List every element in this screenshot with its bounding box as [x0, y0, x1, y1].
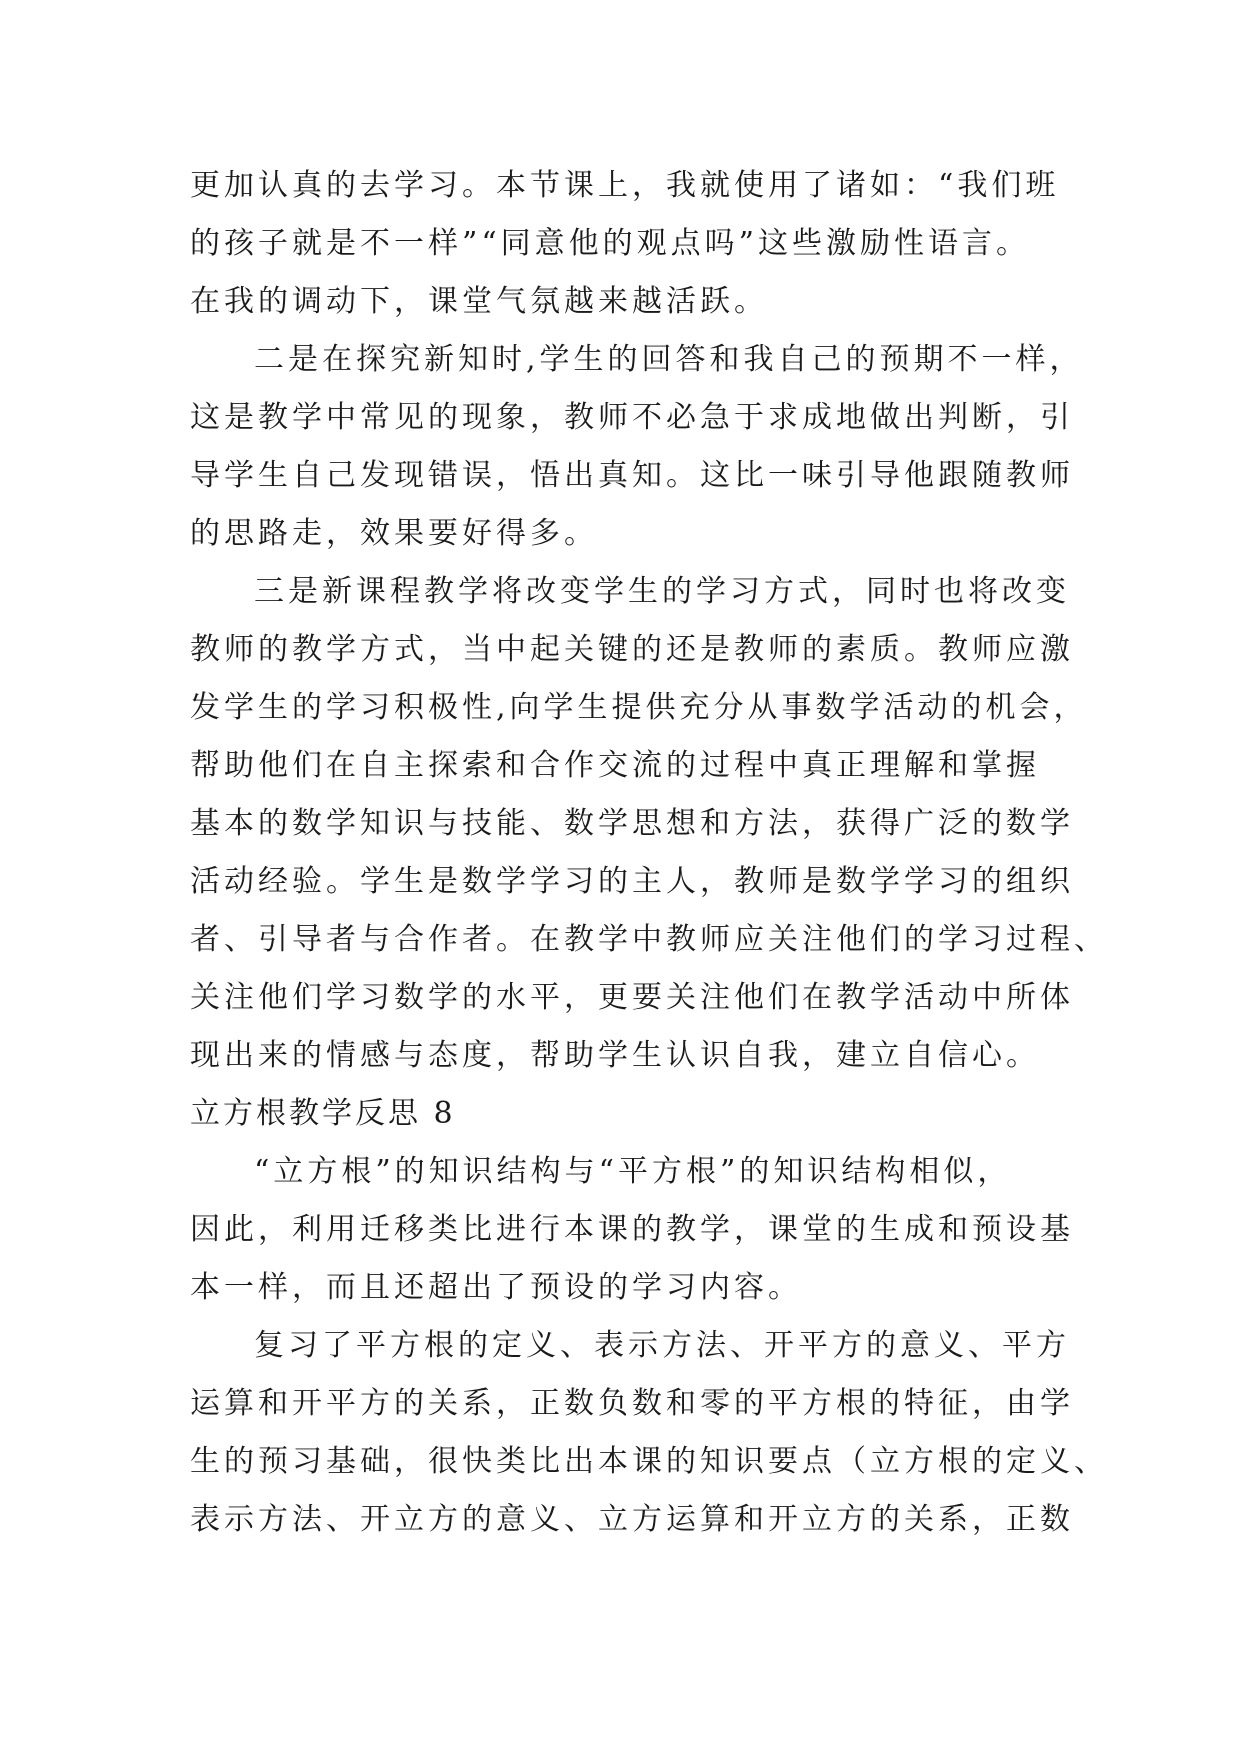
text-line: 在我的调动下，课堂气氛越来越活跃。	[190, 284, 768, 319]
text-line: 生的预习基础，很快类比出本课的知识要点（立方根的定义、	[190, 1444, 1108, 1479]
text-line: 复习了平方根的定义、表示方法、开平方的意义、平方	[254, 1328, 1070, 1363]
text-line: 表示方法、开立方的意义、立方运算和开立方的关系，正数	[190, 1502, 1074, 1537]
text-line: 现出来的情感与态度，帮助学生认识自我，建立自信心。	[190, 1038, 1040, 1073]
text-line: 运算和开平方的关系，正数负数和零的平方根的特征，由学	[190, 1386, 1074, 1421]
text-line: 三是新课程教学将改变学生的学习方式，同时也将改变	[254, 574, 1070, 609]
paragraph-1	[190, 157, 1060, 331]
text-line: 这是教学中常见的现象，教师不必急于求成地做出判断，引	[190, 400, 1074, 435]
text-line: 因此，利用迁移类比进行本课的教学，课堂的生成和预设基	[190, 1212, 1074, 1247]
paragraph-4	[190, 1143, 1074, 1317]
text-line: 者、引导者与合作者。在教学中教师应关注他们的学习过程、	[190, 922, 1108, 957]
paragraph-2	[190, 331, 1084, 563]
text-line: 帮助他们在自主探索和合作交流的过程中真正理解和掌握	[190, 748, 1040, 783]
text-line: 二是在探究新知时,学生的回答和我自己的预期不一样，	[254, 342, 1084, 377]
section-heading: 立方根教学反思 8	[190, 1096, 456, 1131]
text-line: 更加认真的去学习。本节课上，我就使用了诸如：“我们班	[190, 168, 1060, 203]
text-line: 关注他们学习数学的水平，更要关注他们在教学活动中所体	[190, 980, 1074, 1015]
text-line: 活动经验。学生是数学学习的主人，教师是数学学习的组织	[190, 864, 1074, 899]
text-line: “立方根”的知识结构与“平方根”的知识结构相似，	[254, 1154, 1012, 1189]
text-line: 的思路走，效果要好得多。	[190, 516, 598, 551]
text-line: 导学生自己发现错误，悟出真知。这比一味引导他跟随教师	[190, 458, 1074, 493]
paragraph-5	[190, 1317, 1108, 1549]
text-line: 本一样，而且还超出了预设的学习内容。	[190, 1270, 802, 1305]
document-body	[190, 157, 1108, 1549]
paragraph-3	[190, 563, 1108, 1085]
text-line: 的孩子就是不一样”“同意他的观点吗”这些激励性语言。	[190, 226, 1031, 261]
text-line: 发学生的学习积极性,向学生提供充分从事数学活动的机会，	[190, 690, 1088, 725]
text-line: 基本的数学知识与技能、数学思想和方法，获得广泛的数学	[190, 806, 1074, 841]
text-line: 教师的教学方式，当中起关键的还是教师的素质。教师应激	[190, 632, 1074, 667]
